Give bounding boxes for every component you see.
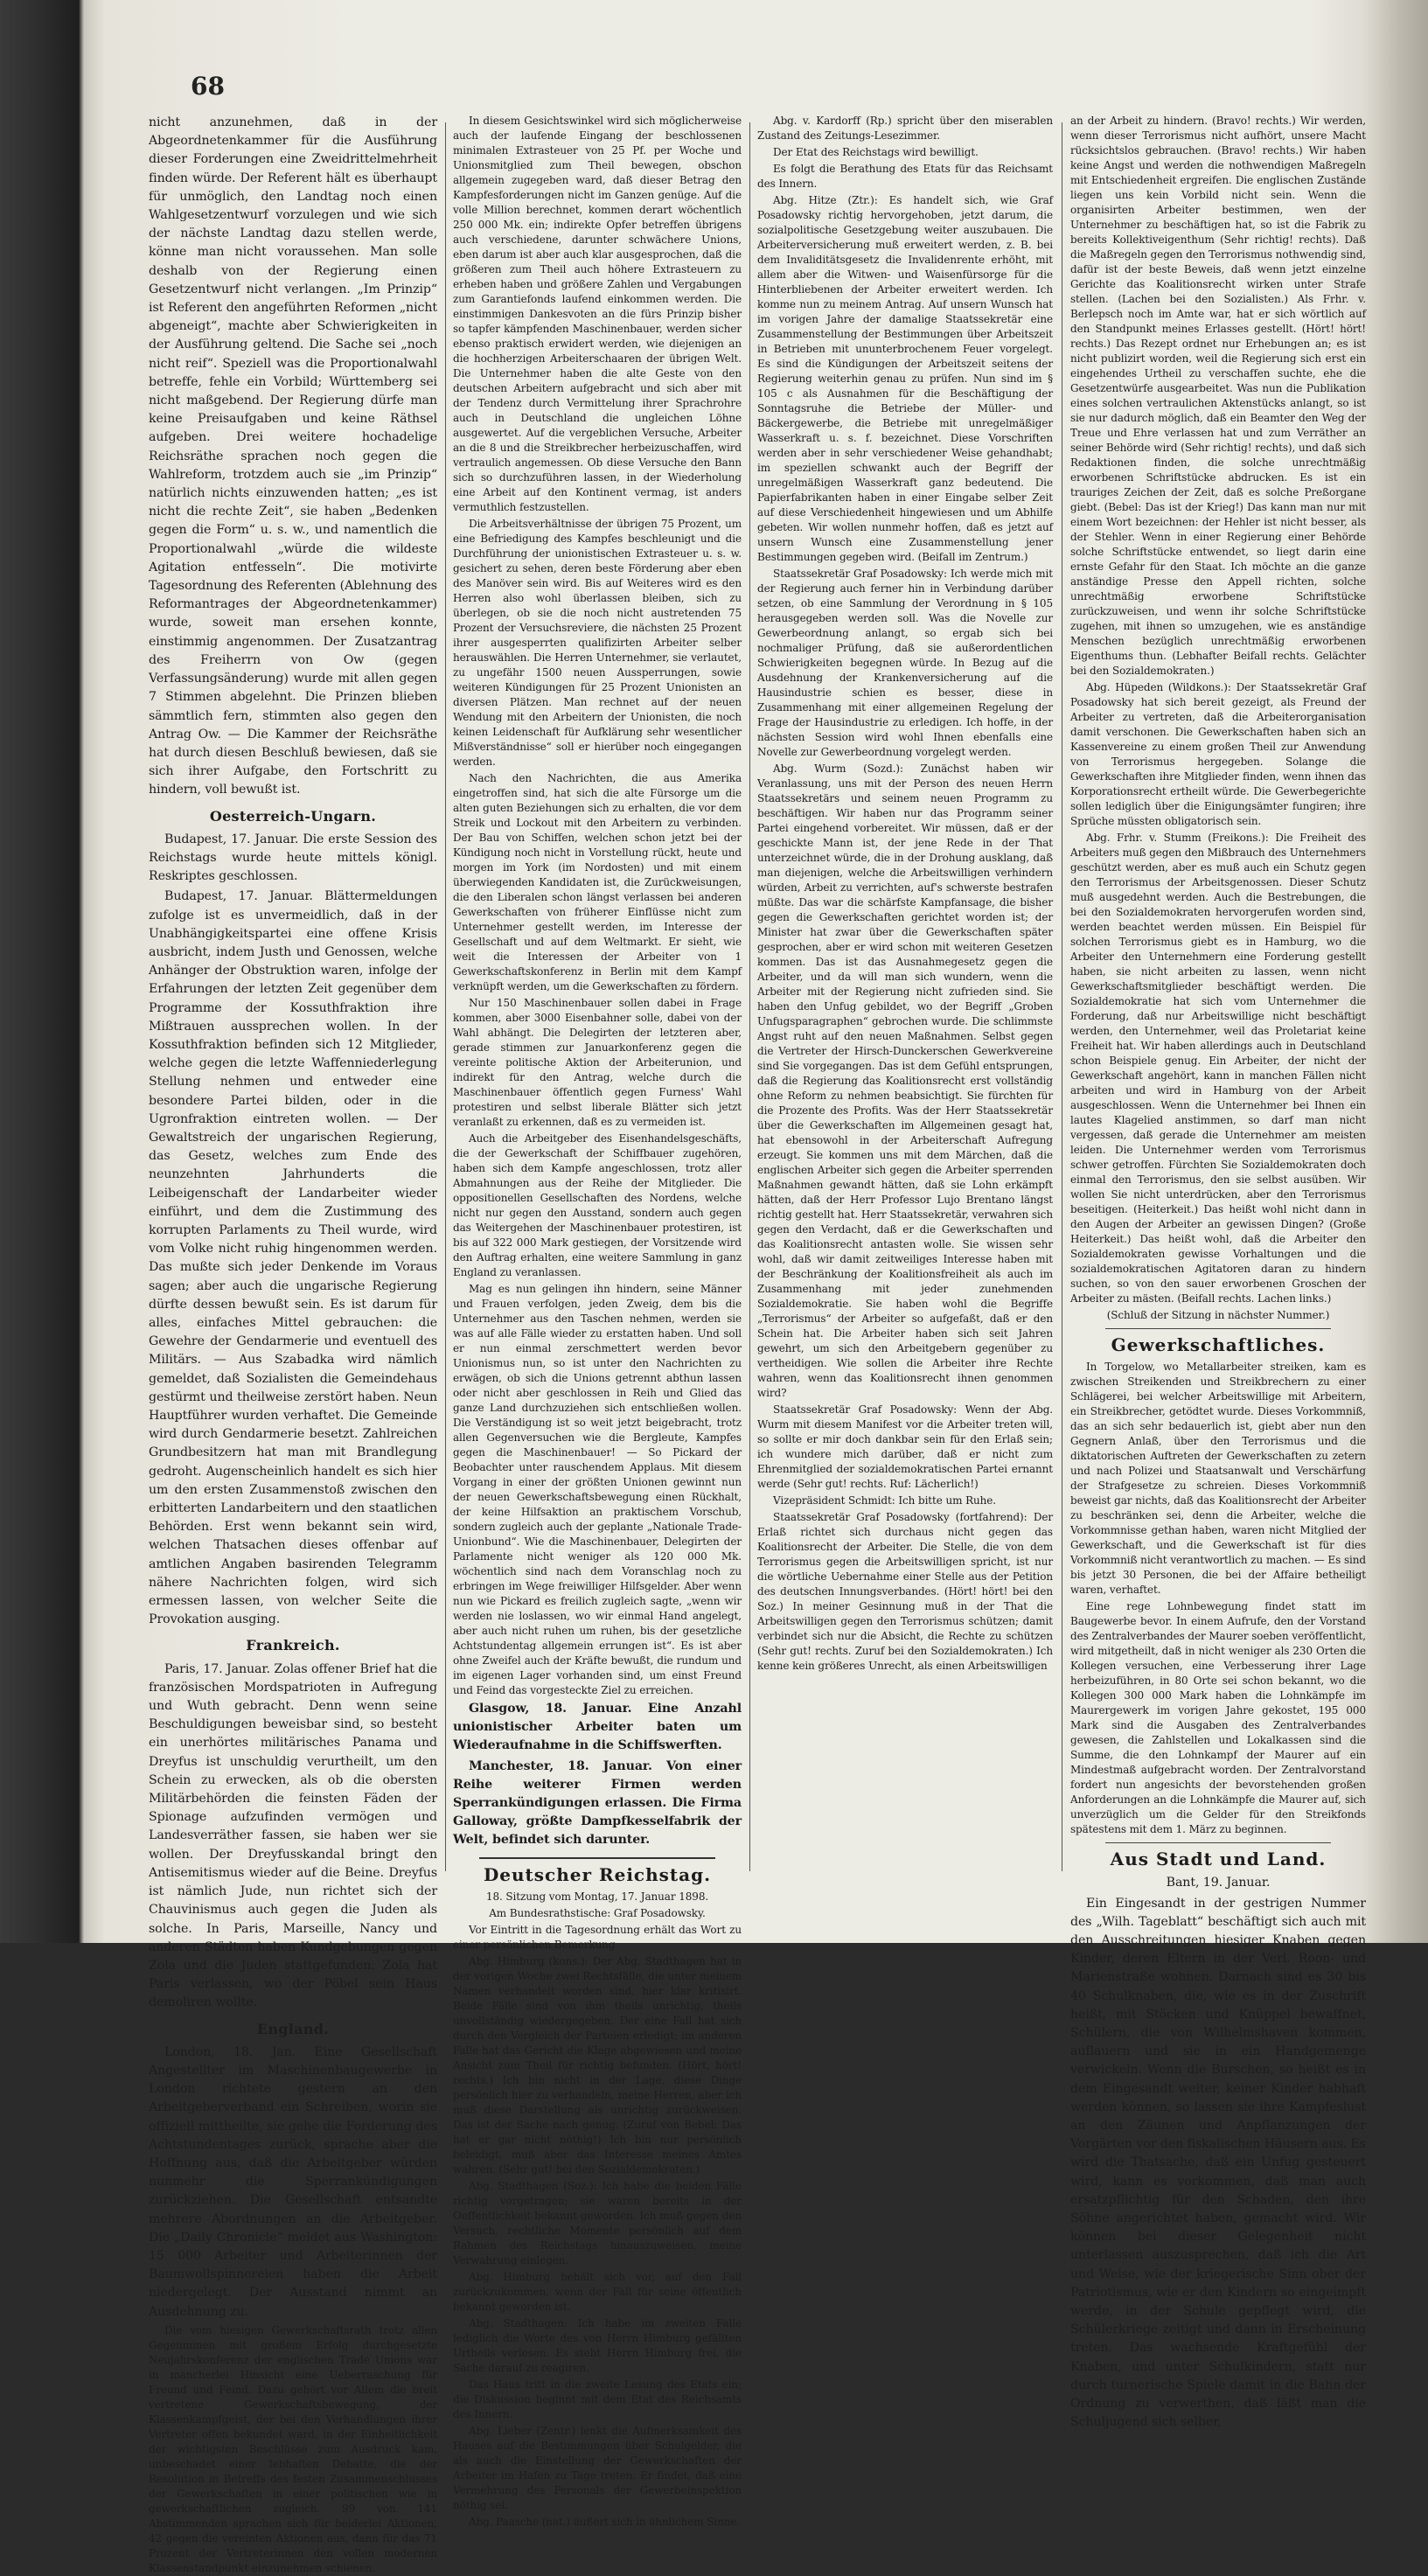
debate-paragraph: Abg. Paasche (nat.) äußert sich in ähnlichem Sinne.	[469, 2515, 741, 2528]
debate-paragraph: Abg. Stadthagen: Ich habe im zweiten Falle lediglich die Worte des von Herrn Himburg gefällten Urtheils verlesen. Es steht Herrn Himburg frei, die Sache darauf zu reagiren.	[453, 2316, 742, 2374]
news-item: Ein Eingesandt in der gestrigen Nummer des „Wilh. Tageblatt“ beschäftigt sich auch mit den Ausschreitungen hiesiger Knaben gegen Kinder, deren Eltern in der Verl. Roon- und Marienstraße wohnen. Darnach sind es 30 bis 40 Schulknaben, die, wie es in der Zuschrift heißt, mit Stöcken und Knüppel bewaffnet, Schülern, die von Wilhelmshaven kommen, auflauern und sie in ein Handgemenge verwickeln. Wenn die Burschen, so heißt es in dem Eingesandt weiter, keiner Kinder habhaft werden können, so lassen sie ihre Kampfeslust an den Zäunen und Anpflanzungen der Vorgärten vor den fiskalischen Häusern aus. Es wird die Thatsache, daß ein Unfug gesteuert wird, kann es vorkommen, daß man auch ersatzpflichtig für den Schaden, den ihre Söhne angerichtet haben, gemacht wird. Wir können bei dieser Gelegenheit nicht unterlassen auszusprechen, daß ich die Art und Weise, wie der kriegerische Sinn ober der Patriotismus, wie er den Kindern so eingeimpft werde, in der Schule gepflegt wird, die Schülerkriege zeitigt und dann in Erscheinung treten. Das wachsende Kraftgefühl der Knaben, und unter Schulkindern, statt nur durch turnerische Spiele damit in die Bahn der Ordnung zu verwerthen, daß läßt man die Schuljugend sich selber,	[1070, 1896, 1366, 2430]
bundesrath-line: Am Bundesrathstische: Graf Posadowsky.	[489, 1906, 706, 1919]
news-item: Paris, 17. Januar. Zolas offener Brief hat die französischen Mordspatrioten in Aufregung und Wuth gebracht. Denn wenn seine Beschuldigungen beweisbar sind, so besteht ein unerhörtes militärisches Panama und Dreyfus ist unschuldig verurtheilt, um den Schein zu erwecken, als ob die obersten Militärbehörden die feinsten Fäden der Spionage aufzufinden vermögen und Landesverräther fassen, sie haben wer sie wollen. Der Dreyfusskandal bringt den Antisemitismus wieder auf die Beine. Dreyfus ist nämlich Jude, nun richtet sich der Chauvinismus auch gegen die Juden als solche. In Paris, Marseille, Nancy und anderen Städten haben Kundgebungen gegen Zola und die Juden stattgefunden. Zola hat Paris verlassen, wo der Pöbel sein Haus demoliren wollte.	[149, 1661, 437, 2010]
newspaper-page	[103, 35, 1389, 2574]
article-paragraph: Nach den Nachrichten, die aus Amerika eingetroffen sind, hat sich die alte Fürsorge um die alten guten Beziehungen sich zu erhalten, die vor dem Streik und Lockout mit den Arbeitern zu verbinden. Der Bau von Schiffen, welchen schon jetzt bei der Kündigung noch nicht in Vorstellung rückt, heute und morgen im York (im Nordosten) und mit einem überwiegenden Kandidaten ist, die Zurückweisungen, die den Liberalen schon längst verlassen bei anderen Gewerkschaften von früherer Einflüsse nicht zum Unternehmer gestellt werden, im Interesse der Gesellschaft und auf dem Weltmarkt. Er sieht, wie weit die Interessen der Arbeiter von 1 Gewerkschaftskonferenz in Berlin mit dem Kampf verknüpft werden, um die Gewerkschaften zu fördern.	[453, 772, 742, 992]
debate-paragraph: Vor Eintritt in die Tagesordnung erhält das Wort zu einer persönlichen Bemerkung	[453, 1923, 742, 1951]
article-paragraph: In diesem Gesichtswinkel wird sich möglicherweise auch der laufende Eingang der beschlossenen minimalen Extrasteuer von 25 Pf. per Woche und Unionsmitglied zum Theil bewegen, obschon allgemein zugegeben ward, daß dieser Betrag den Kampfesforderungen nicht im Ganzen genüge. Auf die volle Million berechnet, kommen derart wöchentlich 250 000 Mk. ein; indirekte Opfer betreffen übrigens auch verschiedene, darunter schwächere Unions, eben darum ist aber auch klar ausgesprochen, daß die größeren zum Theil auch höhere Extrasteuern zu erheben haben und größere Zahlen und Vergabungen zum Garantiefonds laufend einkommen werden. Die einstimmigen Dankesvoten an die fürs Prinzip bisher so tapfer kämpfenden Maschinenbauer, werden sicher ebenso praktisch erwidert werden, wie diejenigen an die hochherzigen Arbeiterschaaren der übrigen Welt. Die Unternehmer haben die alte Geste von den deutschen Arbeitern aufgebracht und sich aber mit der Tendenz durch Vermittelung ihrer Sprachrohre auch in Deutschland die ungleichen Löhne ausgewertet. Auf die vergeblichen Versuche, Arbeiter an die 8 und die Streikbrecher herbeizuschaffen, wird vertraulich angemessen. Ob diese Versuche den Bann sich so durchzuführen lassen, in der Wiederholung eine Arbeit auf den Kontinent vermag, ist anders vermuthlich festzustellen.	[453, 115, 742, 513]
news-item: In Torgelow, wo Metallarbeiter streiken, kam es zwischen Streikenden und Streikbrechern zu einer Schlägerei, bei welcher Arbeitswillige mit Arbeitern, ein Streikbrecher, getödtet wurde. Dieses Vorkommniß, das an sich sehr bedauerlich ist, giebt aber nun den Gegnern Anlaß, über den Terrorismus und die diktatorischen Auftreten der Gewerkschaften zu zetern und nach Polizei und Staatsanwalt und Verschärfung der Strafgesetze zu schreien. Dieses Vorkommniß beweist gar nichts, daß das Koalitionsrecht der Arbeiter zu beschränken sei, denn die Arbeiter, welche die Vorkommnisse gethan haben, waren nicht Mitglied der Gewerkschaft, und die Gewerkschaft ist für dies Vorkommniß nicht verantwortlich zu machen. — Es sind bis jetzt 30 Personen, die bei der Affaire betheiligt waren, verhaftet.	[1070, 1361, 1366, 1597]
section-heading-frankreich: Frankreich.	[246, 1637, 340, 1654]
divider	[479, 1857, 715, 1859]
article-paragraph: Auch die Arbeitgeber des Eisenhandelsgeschäfts, die der Gewerkschaft der Schiffbauer zugehören, haben sich dem Kampfe angeschlossen, trotz aller Abmahnungen aus der Reihe der Mitglieder. Die oppositionellen Gesellschaften des Nordens, welche nicht nur gegen den Ausstand, sondern auch gegen das Weitergehen der Maschinenbauer protestiren, ist bis auf 322 000 Mark gestiegen, der Vorsitzende wird den Auftrag erhalten, eine weitere Sammlung in ganz England zu veranlassen.	[453, 1132, 742, 1278]
divider	[1105, 1842, 1331, 1843]
column-rule	[749, 122, 750, 1871]
session-line: 18. Sitzung vom Montag, 17. Januar 1898.	[485, 1890, 709, 1903]
article-paragraph: Mag es nun gelingen ihn hindern, seine Männer und Frauen verfolgen, jeden Zweig, dem bis die Unternehmer aus den Taschen nehmen, werden sie was auf alle Fälle wieder zu erstatten haben. Und soll er nun einmal zerschmettert werden bevor Unionismus nun, so ist unter den Nachrichten zu erwägen, ob sich die Unions getrennt abthun lassen oder nicht aber geschlossen in Reih und Glied das ganze Land durchzuziehen sich entschließen wollen. Die Verständigung ist so weit jetzt beigebracht, trotz allen Gegenversuchen wie die Bergleute, Kampfes gegen die Maschinenbauer! — So Pickard der Beobachter unter rauschendem Applaus. Mit diesem Vorgang in einer der größten Unionen gewinnt nun der neuen Gewerkschaftsbewegung einen Rückhalt, der keine Hilfsaktion an praktischem Vorschub, sondern zugleich auch der geplante „Nationale Trade-Unionbund“. Wie die Maschinenbauer, Delegirten der Parlamente nicht weniger als 120 000 Mk. wöchentlich sind nach dem Voranschlag noch zu erbringen im Wege freiwilliger Hilfsgelder. Aber wenn nun wie Pickard es freilich zugleich sagte, „wenn wir werden nie loslassen, wo wir einmal Hand angelegt, aber auch nicht ruhen um ruhen, bis der gesetzliche Achtstundentag allgemein errungen ist“. Es ist aber ohne Zweifel auch der Kräfte bewußt, die rundum und im eigenen Lager vorhanden sind, um einst Freund und Feind das vorgesteckte Ziel zu erreichen.	[453, 1283, 742, 1696]
article-paragraph: Die Arbeitsverhältnisse der übrigen 75 Prozent, um eine Befriedigung des Kampfes beschleunigt und die Durchführung der unionistischen Extrasteuer u. s. w. gesichert zu sehen, deren beste Förderung aber eben des Manöver sein wird. Bis auf Weiteres wird es den Herren also wohl überlassen bleiben, sich zu überlegen, ob sie die noch nicht austretenden 75 Prozent der Versuchsreviere, die nächsten 25 Prozent ihrer ausgesperrten qualifizirten Arbeiter selber herauswählen. Die Herren Unternehmer, sie verlautet, zu ungefähr 1500 neuen Aussperrungen, sowie weiteren Kündigungen für 25 Prozent Unionisten an diversen Plätzen. Man rechnet auf der neuen Wendung mit den Arbeitern der Unionisten, die noch keinen Leidenschaft für Aufklärung sehr wesentlicher Mißverständnisse“ soll er hierüber noch eingegangen werden.	[453, 518, 742, 768]
column-rule	[445, 122, 446, 1871]
debate-paragraph: Abg. Hitze (Ztr.): Es handelt sich, wie Graf Posadowsky richtig hervorgehoben, jetzt darum, die sozialpolitische Gesetzgebung weiter auszubauen. Die Arbeiterversicherung muß erweitert werden, z. B. bei dem Invaliditätsgesetz die Invalidenrente erhöht, mit allem aber die Witwen- und Waisenfürsorge für die Hinterbliebenen der Arbeiter erweitert werden. Ich komme nun zu meinem Antrag. Auf unsern Wunsch hat im vorigen Jahre der damalige Staatssekretär eine Zusammenstellung der Bestimmungen über Arbeitszeit in Betrieben mit ununterbrochenem Feuer vorgelegt. Es sind die Kündigungen der Arbeitszeit seitens der Regierung weiterhin genau zu prüfen. Nun sind im § 105 c als Ausnahmen für die Beschäftigung der Sonntagsruhe die Betriebe der Müller- und Bäckergewerbe, die Betriebe mit unregelmäßiger Wasserkraft u. s. f. bezeichnet. Diese Vorschriften werden aber in sehr verschiedener Weise gehandhabt; im speziellen schwankt auch der Begriff der unregelmäßigen Wasserkraft ganz bedeutend. Die Papierfabrikanten haben in einer Eingabe selber Zeit auf diese Verschiedenheit hingewiesen und um Abhilfe gebeten. Wir wollen nunmehr hoffen, daß es jetzt auf unsern Wunsch eine Zusammenstellung jener Bestimmungen gegeben wird. (Beifall im Zentrum.)	[757, 194, 1053, 563]
debate-paragraph: Vizepräsident Schmidt: Ich bitte um Ruhe.	[773, 1494, 996, 1507]
debate-paragraph: Staatssekretär Graf Posadowsky: Wenn der Abg. Wurm mit diesem Manifest vor die Arbeiter treten will, so sollte er mir doch dankbar sein für den Erlaß sein; ich wundere mich darüber, daß er nicht zum Ehrenmitglied der sozialdemokratischen Partei ernannt werde (Sehr gut! rechts. Ruf: Lächerlich!)	[757, 1403, 1053, 1490]
section-heading-oesterreich: Oesterreich-Ungarn.	[209, 807, 377, 825]
article-paragraph: Nur 150 Maschinenbauer sollen dabei in Frage kommen, aber 3000 Eisenbahner solle, dabei von der Wahl abhängt. Die Delegirten der letzteren aber, gerade stimmen zur Januarkonferenz gegen die vereinte politische Aktion der Arbeiterunion, und indirekt für den Antrag, welche durch die Maschinenbauer öffentlich gegen Furness' Wahl protestiren und selbst liberale Blätter sich jetzt veranlaßt zu erkennen, daß es zu vermeiden ist.	[453, 997, 742, 1128]
news-item: Budapest, 17. Januar. Blättermeldungen zufolge ist es unvermeidlich, daß in der Unabhängigkeitspartei eine offene Krisis ausbricht, indem Justh und Genossen, welche Anhänger der Obstruktion waren, infolge der Erfahrungen der letzten Zeit gegenüber dem Programme der Kossuthfraktion ihre Mißtrauen aussprechen wollen. In der Kossuthfraktion befinden sich 12 Mitglieder, welche gegen die letzte Waffenniederlegung Stellung nehmen und entweder eine besondere Partei bilden, oder in die Ugronfraktion eintreten wollen. — Der Gewaltstreich der ungarischen Regierung, das Gesetz, welches zum Ende des neunzehnten Jahrhunderts die Leibeigenschaft der Landarbeiter wieder einführt, und dem die Zustimmung des korrupten Parlaments zu Theil wurde, wird vom Volke nicht ruhig hingenommen werden. Das mußte sich jeder Denkende im Voraus sagen; aber auch die ungarische Regierung dürfte dessen bewußt sein. Es ist darum für alles, einfaches Mittel gebrauchen: die Gewehre der Gendarmerie und eventuell des Militärs. — Aus Szabadka wird nämlich gemeldet, daß Sozialisten die Gemeindehaus gestürmt und theilweise zerstört haben. Neun Hauptführer wurden verhaftet. Die Gemeinde wird durch Gendarmerie besetzt. Zahlreichen Grundbesitzern hat man mit Brandlegung gedroht. Augenscheinlich handelt es sich hier um den ersten Zusammenstoß zwischen den erbitterten Landarbeitern und den staatlichen Behörden. Erst wenn bekannt sein wird, welchen Thatsachen dieses offenbar auf amtlichen Angaben basirenden Telegramm nähere Nachrichten folgen, wird sich ermessen lassen, von welcher Seite die Provokation ausging.	[149, 889, 437, 1627]
news-item: London, 18. Jan. Eine Gesellschaft Angestellter im Maschinenbaugewerbe in London richtete gestern an den Arbeitgeberverband ein Schreiben, worin sie offiziell mittheilte, sie gebe die Forderung des Achtstundentages zurück, sprache aber die Hoffnung aus, daß die Arbeitgeber würden nunmehr die Sperrankündigungen zurückziehen. Die Gesellschaft entsandte mehrere Abordnungen an die Arbeitgeber. Die „Daily Chronicle“ meldet aus Washington: 15 000 Arbeiter und Arbeiterinnen der Baumwollspinnereien haben die Arbeit niedergelegt. Der Ausstand nimmt an Ausdehnung zu.	[149, 2044, 437, 2319]
page-number: 68	[191, 72, 225, 101]
section-heading-gewerkschaftliches: Gewerkschaftliches.	[1111, 1334, 1326, 1355]
debate-paragraph: Abg. Wurm (Sozd.): Zunächst haben wir Veranlassung, uns mit der Person des neuen Herrn Staatssekretärs und seinem neuen Programm zu beschäftigen. Wir haben nur das Programm seiner Partei eingehend vorbereitet. Wir müssen, daß er der geschickte Mann ist, der jene Rede in der That unterzeichnet würde, die in der Drohung ausklang, daß man diejenigen, welche die Arbeitswilligen verhindern würden, Arbeit zu verrichten, auf's schwerste bestrafen müßte. Das war die schärfste Kampfansage, die bisher gegen die Gewerkschaften gerichtet worden ist; der Minister hat zwar über die Gewerkschaften später gesprochen, aber er wird schon mit weiteren Gesetzen kommen. Das ist das Ausnahmegesetz gegen die Arbeiter, und da will man sich wundern, wenn die Arbeiter mit der Regierung nicht zufrieden sind. Sie haben den Unfug gebildet, wo der Begriff „Groben Unfugsparagraphen“ gebrochen wurde. Die schlimmste Angst ruht auf den neuen Maßnahmen. Selbst gegen die Vertreter der Hirsch-Dunckerschen Gewerkvereine sind Sie vorgegangen. Das ist dem Gefühl entsprungen, daß die Regierung das Koalitionsrecht erst vollständig ohne Reform zu nehmen beabsichtigt. Sie fürchten für die Prozente des Profits. Was der Herr Staatssekretär über die Gewerkschaften im Allgemeinen gesagt hat, hat ebensowohl in der Arbeiterschaft Aufregung erzeugt. Sie kommen uns mit dem Märchen, daß die englischen Arbeiter sich gegen die Arbeiter sperrenden Maßnahmen gewandt hätten, daß sie Lohn erkämpft hätten, daß der Herr Professor Lujo Brentano längst richtig gestellt hat. Herr Staatssekretär, verwahren sich gegen den Verdacht, daß er die Gewerkschaften und das Koalitionsrecht antasten wolle. Sie wissen sehr wohl, daß wir damit zeitweiliges Interesse haben mit der Beschränkung der Koalitionsfreiheit als auch im Zusammenhang mit jeder zunehmenden Sozialdemokratie. Sie haben wohl die Begriffe „Terrorismus“ der Arbeiter so aufgefaßt, daß er den Schein hat. Die Arbeiter haben sich seit Jahren gewehrt, um sich den Arbeitgebern gegenüber zu vertheidigen. Wie sollen die Arbeiter ihre Rechte wahren, wenn das Koalitionsrecht ihnen genommen wird?	[757, 762, 1053, 1399]
debate-paragraph: Abg. Himburg (kons.): Der Abg. Stadthagen hat in der vorigen Woche zwei Rechtsfälle, die unter meinem Namen verhandelt worden sind, hier klar kritisirt. Beide Fälle sind von ihm theils unrichtig, theils unvollständig wiedergegeben. Der eine Fall hat sich durch den Vergleich der Parteien erledigt; im anderen Falle hat das Gericht die Klage abgewiesen und meine Ansicht zum Theil für richtig befunden. (Hört, hört! rechts.) Ich bin nicht in der Lage, diese Dinge persönlich hier zu verhandeln, meine Herren, aber ich muß diese Darstellung als unrichtig zurückweisen. Das ist der Sache nach genug. (Zuruf von Bebel: Das hat er gar nicht nöthig!) Ich bin nur persönlich beleidigt, muß aber das Interesse meines Amtes wahren. (Sehr gut! bei den Sozialdemokraten.)	[453, 1954, 742, 2176]
debate-paragraph: Abg. Lieber (Zentr.) lenkt die Aufmerksamkeit des Hauses auf die Bestimmungen über Schulgelder, die als auch die Einstellung der Gewerkschaften der Arbeiter im Hafen zu Tage treten. Er findet, daß eine Vermehrung des Personals der Gewerbeinspektion nöthig sei.	[453, 2424, 742, 2511]
section-heading-england: England.	[256, 2020, 330, 2037]
debate-paragraph: Das Haus tritt in die zweite Lesung des Etats ein; die Diskussion beginnt mit dem Etat des Reichsamts des Innern.	[453, 2378, 742, 2420]
debate-paragraph: Der Etat des Reichstags wird bewilligt.	[773, 146, 979, 158]
debate-paragraph: Abg. v. Kardorff (Rp.) spricht über den miserablen Zustand des Zeitungs-Lesezimmer.	[757, 115, 1053, 142]
debate-paragraph: Staatssekretär Graf Posadowsky (fortfahrend): Der Erlaß richtet sich durchaus nicht gegen das Koalitionsrecht der Arbeiter. Die Stelle, die von dem Terrorismus gegen die Arbeitswilligen spricht, ist nur die wörtliche Uebernahme einer Stelle aus der Petition des deutschen Innungsverbandes. (Hört! hört! bei den Soz.) In meiner Gesinnung muß in der That die Arbeitswilligen gegen den Terrorismus schützen; damit verbindet sich nur die Absicht, die Rechte zu schützen (Sehr gut! rechts. Zuruf bei den Sozialdemokraten.) Ich kenne kein größeres Unrecht, als einen Arbeitswilligen	[757, 1511, 1053, 1672]
section-heading-stadt-und-land: Aus Stadt und Land.	[1110, 1848, 1327, 1870]
news-item: Glasgow, 18. Januar. Eine Anzahl unionistischer Arbeiter baten um Wiederaufnahme in die Schiffswerften.	[453, 1702, 742, 1753]
debate-paragraph: Es folgt die Berathung des Etats für das Reichsamt des Innern.	[757, 163, 1053, 190]
dateline: Bant, 19. Januar.	[1166, 1876, 1271, 1890]
article-paragraph: nicht anzunehmen, daß in der Abgeordnetenkammer für die Ausführung dieser Forderungen eine Zweidrittelmehrheit finden würde. Der Referent hält es überhaupt für unmöglich, den Landtag noch einen Wahlgesetzentwurf vorzulegen und wie sich der nächste Landtag dazu stellen werde, könne man nicht voraussehen. Man solle deshalb von der Regierung einen Gesetzentwurf nicht verlangen. „Im Prinzip“ ist Referent den angeführten Reformen „nicht abgeneigt“, machte aber Schwierigkeiten in der Ausführung geltend. Die Sache sei „noch nicht reif“. Speziell was die Proportionalwahl betreffe, fehle ein Vorbild; Württemberg sei nicht maßgebend. Der Regierung dürfe man keine Preisaufgaben und keine Räthsel aufgeben. Drei weitere hochadelige Reichsräthe sprachen noch gegen die Wahlreform, trotzdem auch sie „im Prinzip“ natürlich nichts einzuwenden hatten; „es ist nicht die rechte Zeit“, sie haben „Bedenken gegen die Form“ u. s. w., und namentlich die Proportionalwahl „würde die wildeste Agitation entfesseln“. Die motivirte Tagesordnung des Referenten (Ablehnung des Reformantrages der Abgeordnetenkammer) wurde, soweit man ersehen konnte, einstimmig angenommen. Der Zusatzantrag des Freiherrn von Ow (gegen Verfassungsänderung) wurde mit allen gegen 7 Stimmen abgelehnt. Die Prinzen blieben sämmtlich fern, stimmten also gegen den Antrag Ow. — Die Kammer der Reichsräthe hat durch diesen Beschluß bewiesen, daß sie sich ihrer Aufgabe, den Fortschritt zu hindern, voll bewußt ist.	[149, 115, 437, 797]
session-closing-note: (Schluß der Sitzung in nächster Nummer.)	[1106, 1309, 1330, 1321]
news-item: Manchester, 18. Januar. Von einer Reihe weiterer Firmen werden Sperrankündigungen erlassen. Die Firma Galloway, größte Dampfkesselfabrik der Welt, befindet sich darunter.	[453, 1758, 742, 1848]
news-item: Eine rege Lohnbewegung findet statt im Baugewerbe bevor. In einem Aufrufe, den der Vorstand des Zentralverbandes der Maurer soeben veröffentlicht, wird mitgetheilt, daß in nicht weniger als 230 Orten die Kollegen versuchen, eine Verbesserung ihrer Lage herbeizuführen, in 80 Orte sei schon bekannt, wo die Kollegen 300 000 Mark haben die Lohnkämpfe im Maurergewerk im vorigen Jahre gekostet, 195 000 Mark sind die Ausgaben des Zentralverbandes gewesen, die Zahlstellen und Lokalkassen sind die Summe, die den Lohnkampf der Maurer auf ein Mindestmaß aufgebracht worden. Der Zentralvorstand fordert nun angesichts der bevorstehenden großen Anforderungen an die Lohnkämpfe die Maurer auf, sich unverzüglich um die Gelder für den Streikfonds spätestens mit dem 1. März zu beginnen.	[1070, 1600, 1366, 1836]
column-1	[149, 114, 437, 2574]
section-heading-reichstag: Deutscher Reichstag.	[483, 1863, 712, 1885]
debate-paragraph: Staatssekretär Graf Posadowsky: Ich werde mich mit der Regierung auch ferner hin in Verbindung darüber setzen, ob eine Sammlung der Verordnung in § 105 herausgegeben werden soll. Was die Novelle zur Gewerbeordnung anlangt, so ergab sich bei nochmaliger Prüfung, daß sie außerordentlichen Schwierigkeiten begegnen würde. In Bezug auf die Ausdehnung der Krankenversicherung auf die Hausindustrie schien es besser, diese in Zusammenhang mit einer allgemeinen Regelung der Frage der Hausindustrie zu erledigen. Ich hoffe, in der nächsten Session wird wohl Ihnen ebenfalls eine Novelle zur Gewerbeordnung vorgelegt werden.	[757, 567, 1053, 758]
column-2	[453, 114, 742, 2528]
debate-paragraph: Abg. Hüpeden (Wildkons.): Der Staatssekretär Graf Posadowsky hat sich bereit gezeigt, als Freund der Arbeiter zu vertreten, daß die Arbeiterorganisation damit verschonen. Die Gewerkschaften haben sich an Kassenvereine zu einem großen Theil zur Anwendung von Terrorismus hergegeben. Solange die Gewerkschaften ihre Mitglieder finden, wenn ihnen das Korporationsrecht ertheilt würde. Die Gewerbegerichte sollen lediglich über die Einigungsämter fungiren; ihre Sprüche müssten obligatorisch sein.	[1070, 681, 1366, 827]
column-3	[757, 114, 1053, 1880]
news-item: Budapest, 17. Januar. Die erste Session des Reichstags wurde heute mittels königl. Reskriptes geschlossen.	[149, 832, 437, 884]
divider	[1105, 1328, 1331, 1329]
news-item: Die vom hiesigen Gewerkschaftsrath trotz allen Gegenminen mit großem Erfolg durchgesetzte Neujahrskonferenz der englischen Trade Unions war in mancherlei Hinsicht eine Ueberraschung für Freund und Feind. Dazu gehört vor Allem die breit vertretene Gewerkschaftsbewegung, der Klassenkampfgeist, der bei den Verhandlungen ihrer Vertreter offen bekundet ward, in der Einheitlichkeit der wichtigsten Beschlüsse zum Ausdruck kam, unbeschadet einer lebhaften Debatte, die der Resolution in Betreffs des festen Zusammenschlusses der Gewerkschaften in einer politischen wie in gewerkschaftlichen zugleich. 99 von 141 Abstimmenden sprachen sich für beiderlei Aktionen, 42 gegen die vereinten Aktionen aus, dann für das 71 Prozent der Vertreterinnen den vollen modernen Klassenstandpunkt einzunehmen schienen.	[149, 2323, 437, 2574]
debate-paragraph: Abg. Himburg behält sich vor, auf den Fall zurückzukommen, wenn der Fall für seine öffentlich bekannt geworden ist.	[453, 2270, 742, 2313]
debate-paragraph: an der Arbeit zu hindern. (Bravo! rechts.) Wir werden, wenn dieser Terrorismus nicht aufhört, unsere Macht rücksichtslos gebrauchen. (Bravo! rechts.) Wir haben keine Angst und werden die nothwendigen Maßregeln mit Entschiedenheit ergreifen. Die englischen Zustände liegen uns kein Vorbild nicht sein. Wenn die organisirten Arbeiter bestimmen, wen der Unternehmer zu beschäftigen hat, so ist die Fabrik zu bereits Kollektiveigenthum (Sehr richtig! rechts). Daß die Maßregeln gegen den Terrorismus nothwendig sind, dafür ist der beste Beweis, daß wenn jetzt einzelne Gerichte das Koalitionsrecht wirken unter Strafe stellen. (Lachen bei den Sozialisten.) Als Frhr. v. Berlepsch noch im Amte war, hat er sich wörtlich auf den Standpunkt meines Erlasses gestellt. (Hört! hört! rechts.) Das Rezept ordnet nur Erhebungen an; es ist nicht publizirt worden, weil die Regierung sich erst ein eingehendes Urtheil zu verschaffen suchte, ehe die Gesetzentwürfe ausgearbeitet. Was nun die Publikation eines solchen vertraulichen Aktenstücks anlangt, so ist sie nur dadurch möglich, daß ein Beamter den Weg der Treue und Ehre verlassen hat und zum Verräther an seiner Behörde wird (Sehr richtig! rechts), und daß sich Redaktionen finden, die solche unrechtmäßig erworbenen Schriftstücke abdrucken. Es ist ein trauriges Zeichen der Zeit, daß es solche Preßorgane giebt. (Bebel: Das ist der Krieg!) Das kann man nur mit einem Wort bezeichnen: der Hehler ist nicht besser, als der Stehler. Wenn in einer Regierung einer Behörde solche Schriftstücke entwendet, so liegt darin eine ernste Gefahr für den Staat. Ich möchte an die ganze anständige Presse den Appell richten, solche unrechtmäßig erworbene Schriftstücke zurückzuweisen, und wenn ihr solche Schriftstücke zugehen, mit ihnen so umzugehen, wie es anständige Menschen bezüglich unrechtmäßig erworbenen Eigenthums thun. (Lebhafter Beifall rechts. Gelächter bei den Sozialdemokraten.)	[1070, 115, 1366, 677]
debate-paragraph: Abg. Stadthagen (Soz.): Ich habe die beiden Fälle richtig vorgetragen; sie waren bereits in der Oeffentlichkeit bekannt geworden. Ich muß gegen den Versuch, rechtliche Momente persönlich auf dem Rahmen des Reichstags hinauszuweisen, meine Verwahrung einlegen.	[453, 2179, 742, 2266]
column-4	[1070, 114, 1366, 2430]
debate-paragraph: Abg. Frhr. v. Stumm (Freikons.): Die Freiheit des Arbeiters muß gegen den Mißbrauch des Unternehmers geschützt werden, aber es muß auch ein Schutz gegen den Terrorismus der Arbeitsgenossen. Dieser Schutz muß ausgedehnt werden. Auch die Bestrebungen, die bei den Sozialdemokraten hervorgerufen worden sind, werden beachtet werden müssen. Ein Beispiel für solchen Terrorismus giebt es in Hamburg, wo die Arbeiter den Unternehmern eine Forderung gestellt haben, sie nicht arbeiten zu lassen, wenn nicht Gewerkschaftsmitglieder beschäftigt werden. Die Sozialdemokratie hat sich vom Unternehmer die Forderung, daß nur Arbeitswillige nicht beschäftigt werden, den Unternehmer, weil das Proletariat keine Freiheit hat. Wir haben allerdings auch in Deutschland schon Beispiele genug. Ein Arbeiter, der nicht der Gewerkschaft angehört, kann in manchen Fällen nicht arbeiten und wird in Hamburg von der Arbeit ausgeschlossen. Wenn die Unternehmer bei Ihnen ein lautes Klagelied anstimmen, so darf man nicht vergessen, daß gerade die Unternehmer am meisten leiden. Die Unternehmer werden vom Terrorismus schwer getroffen. Fürchten Sie Sozialdemokraten doch einmal den Terrorismus, den sie selbst ausüben. Wir wollen Sie nicht unterdrücken, aber den Terrorismus beseitigen. (Heiterkeit.) Das heißt wohl nicht dann in den Augen der Arbeiter an gewissen Dingen? (Große Heiterkeit.) Das heißt wohl, daß die Arbeiter den Sozialdemokraten gewisse Vorhaltungen und die sozialdemokratischen Agitatoren daran zu hindern suchen, so von den sauer erworbenen Groschen der Arbeiter zu mästen. (Beifall rechts. Lachen links.)	[1070, 832, 1366, 1305]
